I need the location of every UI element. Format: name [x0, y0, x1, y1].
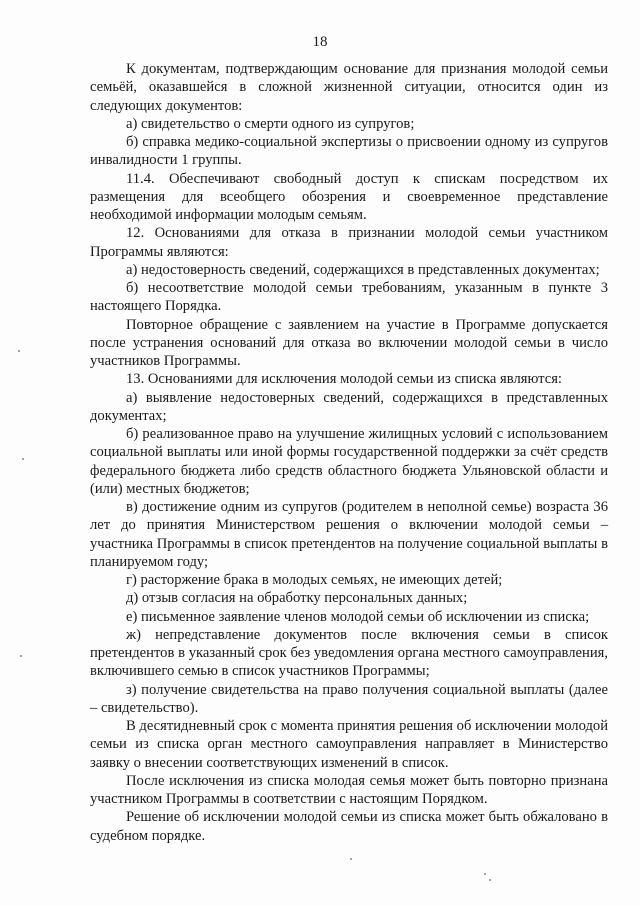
scan-speck — [484, 873, 486, 875]
paragraph-13-v: в) достижение одним из супругов (родителем в неполной семье) возраста 36 лет до принятия Министерством решения о включении молодой семьи – участника Программы в список претендентов на получение социальной выплаты в планируемом году; — [90, 499, 608, 570]
paragraph-12: 12. Основаниями для отказа в признании молодой семьи участником Программы являются: — [90, 225, 608, 260]
paragraph-13-d: д) отзыв согласия на обработку персональных данных; — [126, 590, 468, 607]
paragraph-repeat-application: Повторное обращение с заявлением на участие в Программе допускается после устранения оснований для отказа во включении молодой семьи в число участников Программы. — [90, 316, 608, 369]
paragraph-appeal: Решение об исключении молодой семьи из списка может быть обжаловано в судебном порядке. — [90, 809, 608, 844]
paragraph-13-zh: ж) непредставление документов после включения семьи в список претендентов в указанный срок без уведомления органа местного самоуправления, включившего семью в список участников Программы; — [90, 626, 608, 680]
paragraph-13-a: а) выявление недостоверных сведений, содержащихся в представленных документах; — [90, 389, 608, 424]
paragraph-intro: К документам, подтверждающим основание для признания молодой семьи семьёй, оказавшейся в сложной жизненной ситуации, относится один из следующих документов: — [90, 61, 608, 114]
page-number: 18 — [312, 34, 328, 50]
paragraph-item-b-disability: б) справка медико-социальной экспертизы о присвоении одному из супругов инвалидности 1 группы. — [90, 134, 608, 169]
paragraph-ten-day-term: В десятидневный срок с момента принятия решения об исключении молодой семьи из списка орган местного самоуправления направляет в Министерство заявку о внесении соответствующих изменений в список. — [90, 718, 608, 771]
paragraph-13-e: е) письменное заявление членов молодой семьи об исключении из списка; — [126, 608, 590, 625]
scan-speck — [20, 655, 22, 657]
paragraph-repeat-recognition: После исключения из списка молодая семья может быть повторно признана участником Программы в соответствии с настоящим Порядком. — [90, 772, 608, 807]
paragraph-13-b: б) реализованное право на улучшение жилищных условий с использованием социальной выплаты или иной формы государственной поддержки за счёт средств федерального бюджета либо средств областного бюджета Ульяновской области и (или) местных бюджетов; — [90, 426, 608, 497]
scan-speck — [489, 879, 491, 881]
paragraph-13-g: г) расторжение брака в молодых семьях, не имеющих детей; — [126, 572, 503, 588]
paragraph-item-a-death: а) свидетельство о смерти одного из супругов; — [126, 115, 415, 132]
paragraph-12-b: б) несоответствие молодой семьи требованиям, указанным в пункте 3 настоящего Порядка. — [90, 280, 608, 315]
paragraph-11-4: 11.4. Обеспечивают свободный доступ к спискам посредством их размещения для всеобщего обозрения и своевременное представление необходимой информации молодым семьям. — [90, 170, 608, 223]
scan-speck — [22, 458, 24, 460]
paragraph-13: 13. Основаниями для исключения молодой семьи из списка являются: — [126, 371, 562, 388]
document-body — [90, 60, 608, 845]
scan-speck — [350, 858, 352, 860]
scan-speck — [18, 350, 20, 352]
paragraph-13-z: з) получение свидетельства на право получения социальной выплаты (далее – свидетельство). — [90, 681, 608, 716]
paragraph-12-a: а) недостоверность сведений, содержащихся в представленных документах; — [126, 261, 600, 278]
